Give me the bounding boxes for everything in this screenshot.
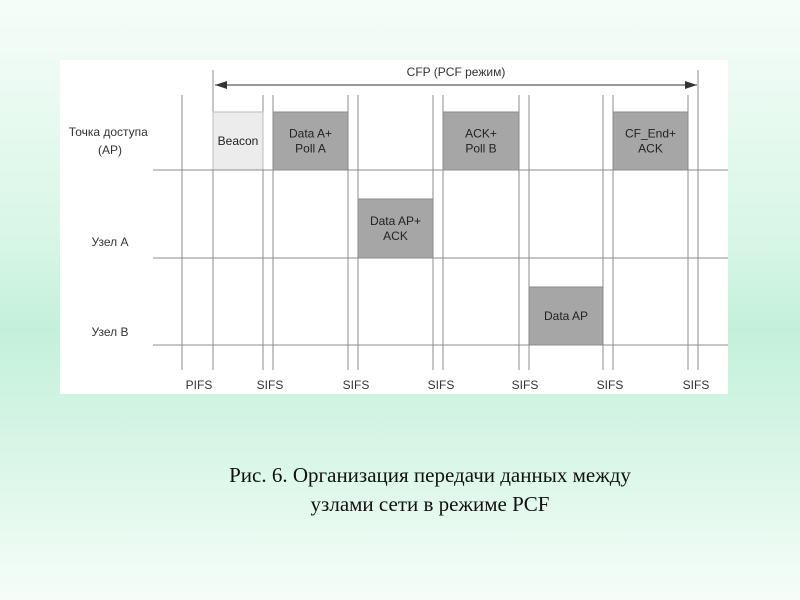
interval-label-sifs: SIFS xyxy=(256,378,284,392)
row-label-node-b: Узел B xyxy=(91,325,129,339)
frame-label: Poll A xyxy=(295,141,326,156)
cf-end-ack-frame xyxy=(613,112,688,170)
beacon-frame xyxy=(213,112,263,170)
cfp-label: CFP (PCF режим) xyxy=(406,65,506,79)
data-ap-frame xyxy=(529,287,603,345)
frame-label: ACK+ xyxy=(465,126,497,141)
frame-label: Data A+ xyxy=(288,126,333,141)
figure-caption xyxy=(150,463,710,517)
cfp-arrow xyxy=(215,81,697,89)
pcf-timing-diagram xyxy=(60,60,728,394)
data-ap-ack-frame xyxy=(358,199,433,258)
row-label-node-a: Узел A xyxy=(91,235,129,249)
caption-line-2: узлами сети в режиме PCF xyxy=(310,492,550,516)
frame-boxes xyxy=(213,112,688,345)
frame-label: CF_End+ xyxy=(624,126,677,141)
ack-poll-b-frame xyxy=(443,112,519,170)
frame-label: Data AP+ xyxy=(369,214,422,228)
caption-line-1: Рис. 6. Организация передачи данных между xyxy=(229,463,631,487)
interval-label-sifs: SIFS xyxy=(342,378,370,392)
row-baselines xyxy=(153,170,728,345)
row-label-ap: Точка доступа (AP) xyxy=(68,125,148,157)
interval-label-sifs: SIFS xyxy=(511,378,539,392)
frame-label: Beacon xyxy=(217,134,259,148)
frame-label: ACK xyxy=(638,141,663,156)
frame-label: Data AP xyxy=(543,309,589,323)
frame-label: ACK xyxy=(383,229,408,243)
data-a-poll-a-frame xyxy=(273,112,348,170)
interval-label-pifs: PIFS xyxy=(185,378,213,392)
interval-label-sifs: SIFS xyxy=(596,378,624,392)
interval-labels xyxy=(186,378,710,392)
interval-label-sifs: SIFS xyxy=(427,378,455,392)
frame-label: Poll B xyxy=(465,141,497,156)
interval-label-sifs: SIFS xyxy=(682,378,710,392)
